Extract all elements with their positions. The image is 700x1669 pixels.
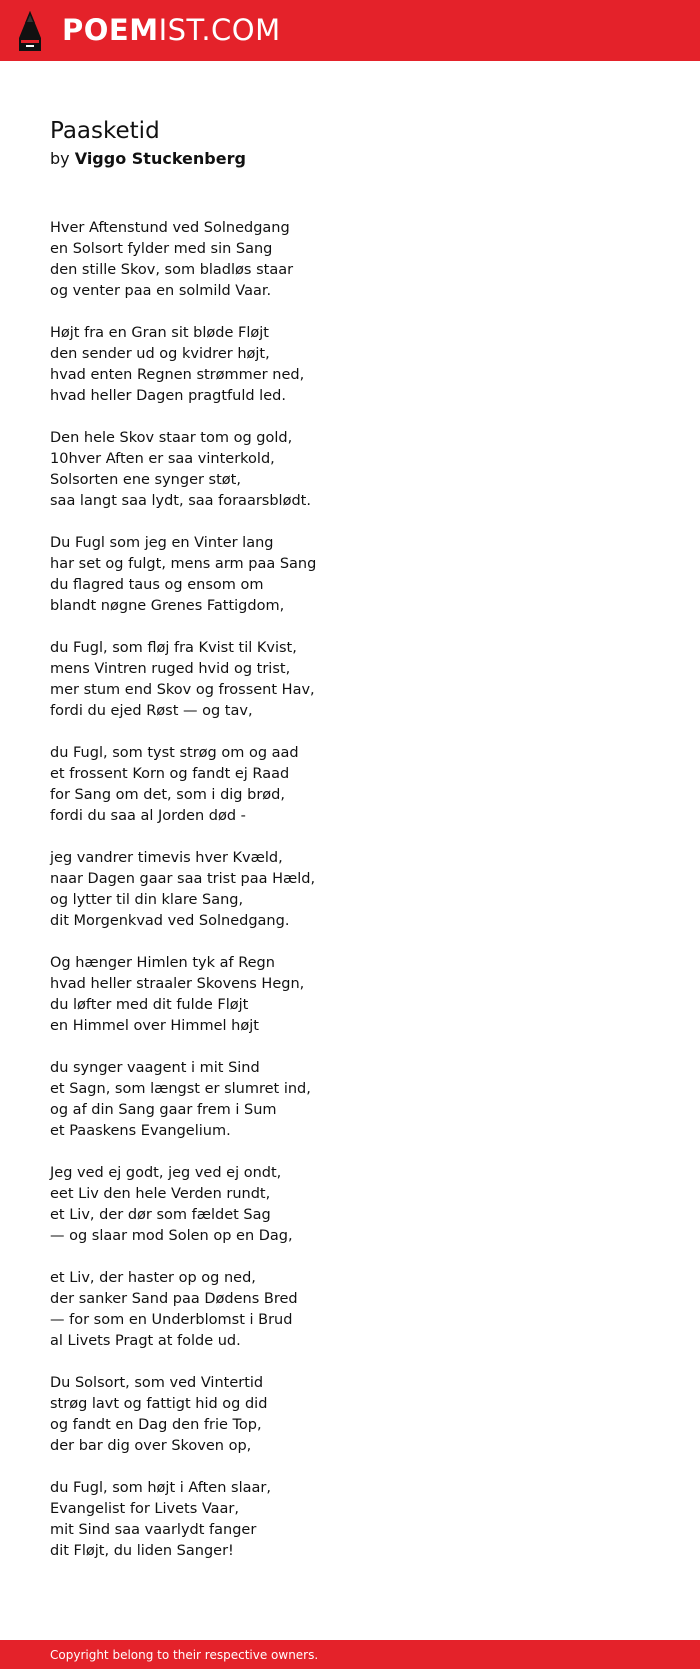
poem-line: dit Fløjt, du liden Sanger!: [50, 1543, 234, 1559]
poem-title: Paasketid: [50, 118, 160, 144]
poem-line: Jeg ved ej godt, jeg ved ej ondt,: [50, 1165, 282, 1181]
copyright-text: Copyright belong to their respective owners.: [50, 1648, 319, 1662]
poem-stanza: [50, 638, 650, 722]
poem-stanza: [50, 1478, 650, 1562]
site-logo-link[interactable]: [62, 12, 281, 48]
poem-line: al Livets Pragt at folde ud.: [50, 1333, 241, 1349]
poem-line: eet Liv den hele Verden rundt,: [50, 1186, 271, 1202]
poem-body: [50, 218, 650, 1562]
poem-line: hvad heller straaler Skovens Hegn,: [50, 976, 305, 992]
poem-line: — og slaar mod Solen op en Dag,: [50, 1228, 293, 1244]
poem-line: 10hver Aften er saa vinterkold,: [50, 451, 275, 467]
poem-line: har set og fulgt, mens arm paa Sang: [50, 556, 317, 572]
poem-stanza: [50, 1373, 650, 1457]
poem-line: Den hele Skov staar tom og gold,: [50, 430, 293, 446]
poem-line: der sanker Sand paa Dødens Bred: [50, 1291, 298, 1307]
poem-line: og af din Sang gaar frem i Sum: [50, 1102, 277, 1118]
poem-line: Og hænger Himlen tyk af Regn: [50, 955, 275, 971]
poem-line: — for som en Underblomst i Brud: [50, 1312, 293, 1328]
poem-line: en Himmel over Himmel højt: [50, 1018, 259, 1034]
site-footer: [0, 1640, 700, 1669]
site-header: [0, 0, 700, 61]
poem-line: et Paaskens Evangelium.: [50, 1123, 231, 1139]
poem-line: fordi du ejed Røst — og tav,: [50, 703, 253, 719]
poem-stanza: [50, 1268, 650, 1352]
poem-line: en Solsort fylder med sin Sang: [50, 241, 273, 257]
poem-line: Du Fugl som jeg en Vinter lang: [50, 535, 274, 551]
poem-line: saa langt saa lydt, saa foraarsblødt.: [50, 493, 311, 509]
poem-stanza: [50, 323, 650, 407]
poem-stanza: [50, 1163, 650, 1247]
pencil-icon[interactable]: [17, 10, 43, 52]
poem-line: du løfter med dit fulde Fløjt: [50, 997, 249, 1013]
poem-line: du synger vaagent i mit Sind: [50, 1060, 260, 1076]
poem-line: og venter paa en solmild Vaar.: [50, 283, 272, 299]
poem-line: Du Solsort, som ved Vintertid: [50, 1375, 264, 1391]
poem-line: Solsorten ene synger støt,: [50, 472, 241, 488]
logo-light-text: IST.COM: [158, 13, 281, 47]
author-link[interactable]: Viggo Stuckenberg: [74, 149, 246, 168]
poem-line: Hver Aftenstund ved Solnedgang: [50, 220, 290, 236]
poem-content: [50, 116, 650, 1583]
poem-line: et Liv, der dør som fældet Sag: [50, 1207, 271, 1223]
poem-line: Evangelist for Livets Vaar,: [50, 1501, 239, 1517]
poem-line: mer stum end Skov og frossent Hav,: [50, 682, 315, 698]
poem-stanza: [50, 953, 650, 1037]
poem-line: du Fugl, som fløj fra Kvist til Kvist,: [50, 640, 297, 656]
poem-line: den sender ud og kvidrer højt,: [50, 346, 270, 362]
poem-line: og lytter til din klare Sang,: [50, 892, 244, 908]
poem-line: mit Sind saa vaarlydt fanger: [50, 1522, 257, 1538]
poem-stanza: [50, 1058, 650, 1142]
poem-line: hvad heller Dagen pragtfuld led.: [50, 388, 286, 404]
poem-line: du Fugl, som højt i Aften slaar,: [50, 1480, 271, 1496]
poem-stanza: [50, 533, 650, 617]
poem-stanza: [50, 743, 650, 827]
poem-line: et frossent Korn og fandt ej Raad: [50, 766, 290, 782]
poem-line: dit Morgenkvad ved Solnedgang.: [50, 913, 290, 929]
poem-line: der bar dig over Skoven op,: [50, 1438, 252, 1454]
poem-line: den stille Skov, som bladløs staar: [50, 262, 294, 278]
byline: [50, 148, 650, 170]
poem-line: et Sagn, som længst er slumret ind,: [50, 1081, 311, 1097]
poem-line: for Sang om det, som i dig brød,: [50, 787, 285, 803]
by-label: by: [50, 149, 70, 168]
poem-line: Højt fra en Gran sit bløde Fløjt: [50, 325, 269, 341]
poem-line: mens Vintren ruged hvid og trist,: [50, 661, 291, 677]
poem-line: du flagred taus og ensom om: [50, 577, 264, 593]
logo-bold-text: POEM: [62, 13, 159, 47]
poem-stanza: [50, 428, 650, 512]
poem-stanza: [50, 848, 650, 932]
poem-line: du Fugl, som tyst strøg om og aad: [50, 745, 299, 761]
poem-stanza: [50, 218, 650, 302]
poem-line: blandt nøgne Grenes Fattigdom,: [50, 598, 285, 614]
poem-line: naar Dagen gaar saa trist paa Hæld,: [50, 871, 316, 887]
poem-line: hvad enten Regnen strømmer ned,: [50, 367, 305, 383]
poem-line: strøg lavt og fattigt hid og did: [50, 1396, 268, 1412]
poem-line: fordi du saa al Jorden død -: [50, 808, 246, 824]
poem-line: jeg vandrer timevis hver Kvæld,: [50, 850, 283, 866]
poem-line: og fandt en Dag den frie Top,: [50, 1417, 262, 1433]
poem-line: et Liv, der haster op og ned,: [50, 1270, 256, 1286]
